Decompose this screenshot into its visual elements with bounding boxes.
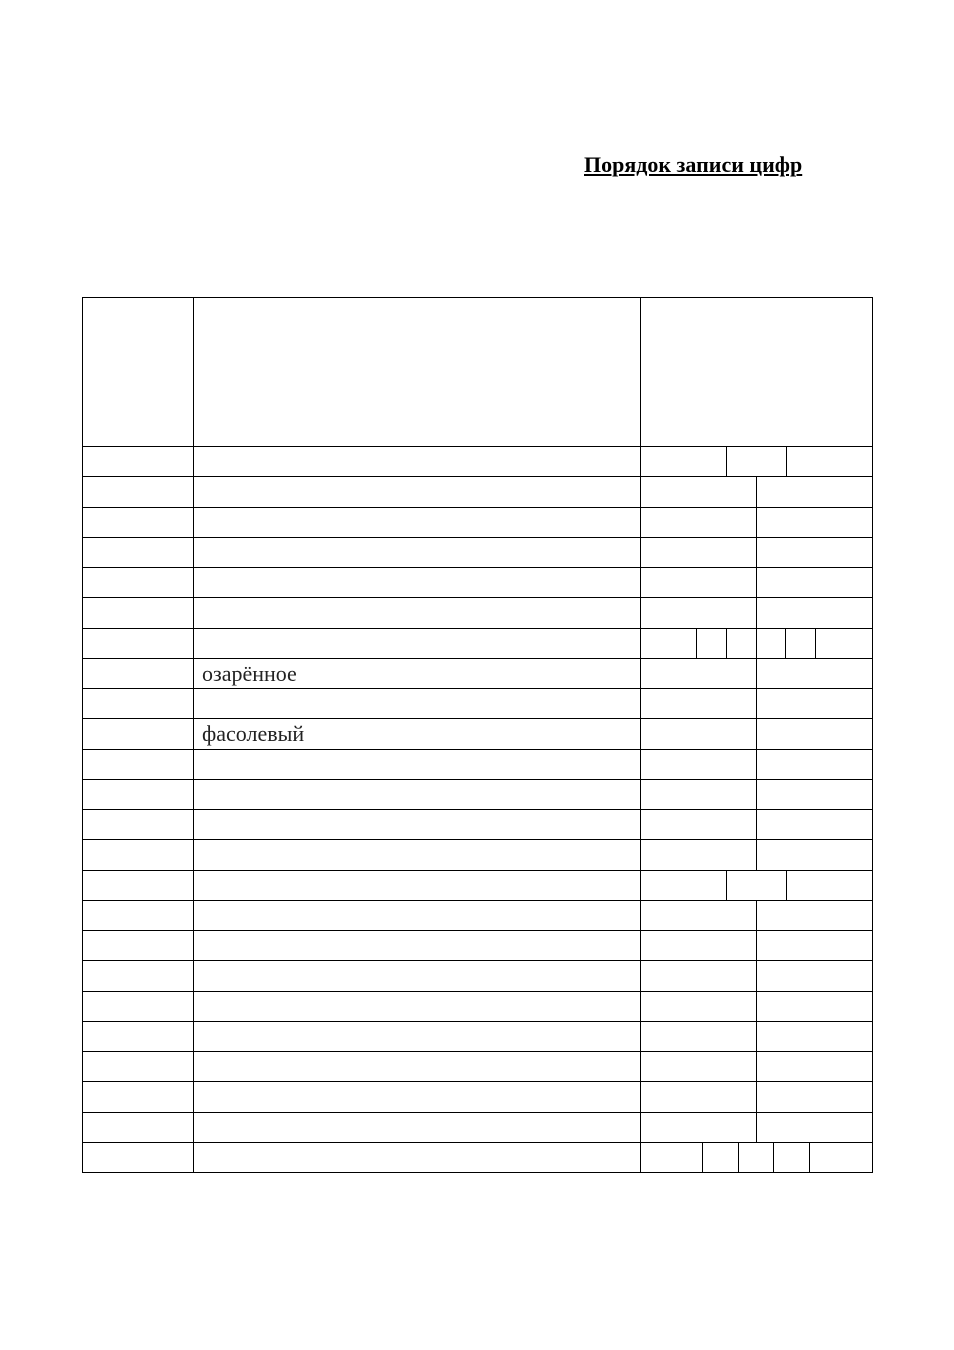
digit-subcell	[757, 1022, 873, 1051]
digit-subcell	[757, 689, 873, 718]
digit-cells	[641, 871, 873, 900]
digit-subcell	[757, 568, 873, 597]
word-cell	[194, 840, 641, 869]
digit-subcell	[641, 1113, 757, 1142]
number-cell	[83, 1143, 194, 1172]
digit-subcell	[641, 992, 757, 1021]
digit-cells	[641, 961, 873, 990]
digit-subcell	[757, 659, 873, 688]
digit-cells	[641, 810, 873, 839]
digit-subcell	[757, 1113, 873, 1142]
digit-subcell	[757, 901, 873, 930]
digit-subcell	[757, 750, 873, 779]
word-text: фасолевый	[202, 721, 305, 747]
number-cell	[83, 1113, 194, 1142]
digit-subcell	[641, 659, 757, 688]
digit-subcell	[641, 750, 757, 779]
table-row	[83, 1022, 873, 1052]
digit-cells	[641, 1022, 873, 1051]
table-row	[83, 750, 873, 780]
digit-subcell	[641, 598, 757, 627]
number-cell	[83, 1022, 194, 1051]
table-row	[83, 1143, 873, 1173]
table-row	[83, 901, 873, 931]
number-cell	[83, 568, 194, 597]
word-cell	[194, 447, 641, 476]
word-cell	[194, 810, 641, 839]
table-row	[83, 810, 873, 840]
word-cell	[194, 689, 641, 718]
digit-cells	[641, 750, 873, 779]
digit-cells	[641, 1052, 873, 1081]
number-cell	[83, 750, 194, 779]
digit-cells	[641, 538, 873, 567]
number-cell	[83, 780, 194, 809]
digit-subcell	[727, 629, 757, 658]
digit-subcell	[757, 629, 787, 658]
digit-cells	[641, 719, 873, 748]
digit-subcell	[757, 1052, 873, 1081]
digit-subcell	[703, 1143, 739, 1172]
number-cell	[83, 871, 194, 900]
header-cell-digits	[641, 298, 873, 446]
number-cell	[83, 477, 194, 506]
table-row	[83, 477, 873, 507]
digit-subcell	[641, 447, 727, 476]
digit-subcell	[787, 871, 872, 900]
digit-subcell	[774, 1143, 810, 1172]
word-cell	[194, 750, 641, 779]
digit-cells	[641, 1113, 873, 1142]
word-cell	[194, 871, 641, 900]
digit-subcell	[757, 598, 873, 627]
page-title: Порядок записи цифр	[584, 152, 803, 177]
digit-cells	[641, 992, 873, 1021]
word-cell	[194, 961, 641, 990]
word-cell	[194, 1022, 641, 1051]
digit-subcell	[757, 992, 873, 1021]
digit-subcell	[757, 508, 873, 537]
word-cell	[194, 901, 641, 930]
number-cell	[83, 992, 194, 1021]
digit-subcell	[641, 1143, 703, 1172]
table-row	[83, 538, 873, 568]
word-cell	[194, 598, 641, 627]
digit-subcell	[727, 871, 788, 900]
number-cell	[83, 901, 194, 930]
digit-subcell	[757, 810, 873, 839]
digit-subcell	[757, 961, 873, 990]
table-row	[83, 931, 873, 961]
digit-subcell	[757, 931, 873, 960]
number-cell	[83, 719, 194, 748]
table-row	[83, 871, 873, 901]
digit-cells	[641, 689, 873, 718]
table-row	[83, 961, 873, 991]
word-cell	[194, 1113, 641, 1142]
digit-subcell	[641, 840, 757, 869]
table-row	[83, 598, 873, 628]
digit-cells	[641, 1082, 873, 1111]
table-row	[83, 629, 873, 659]
digit-subcell	[727, 447, 788, 476]
digit-subcell	[641, 1022, 757, 1051]
digit-subcell	[641, 538, 757, 567]
digit-subcell	[641, 961, 757, 990]
digit-subcell	[641, 719, 757, 748]
word-text: озарённое	[202, 660, 297, 686]
digit-subcell	[641, 810, 757, 839]
digit-subcell	[641, 477, 757, 506]
table-row	[83, 447, 873, 477]
word-cell	[194, 477, 641, 506]
number-cell	[83, 931, 194, 960]
digit-cells	[641, 1143, 873, 1172]
digit-order-table	[82, 297, 873, 1173]
digit-subcell	[816, 629, 872, 658]
word-cell	[194, 1052, 641, 1081]
digit-cells	[641, 598, 873, 627]
header-cell-word	[194, 298, 641, 446]
digit-subcell	[641, 780, 757, 809]
table-row	[83, 659, 873, 689]
digit-subcell	[641, 1082, 757, 1111]
word-cell	[194, 538, 641, 567]
word-cell	[194, 719, 641, 748]
digit-cells	[641, 901, 873, 930]
table-row	[83, 1113, 873, 1143]
number-cell	[83, 538, 194, 567]
digit-cells	[641, 477, 873, 506]
number-cell	[83, 629, 194, 658]
digit-subcell	[739, 1143, 775, 1172]
digit-cells	[641, 447, 873, 476]
digit-subcell	[641, 871, 727, 900]
word-cell	[194, 1143, 641, 1172]
digit-subcell	[810, 1143, 872, 1172]
digit-subcell	[757, 719, 873, 748]
table-row	[83, 689, 873, 719]
table-row	[83, 719, 873, 749]
digit-subcell	[641, 568, 757, 597]
number-cell	[83, 598, 194, 627]
digit-subcell	[641, 689, 757, 718]
word-cell	[194, 992, 641, 1021]
table-header-row	[83, 298, 873, 447]
digit-subcell	[787, 447, 872, 476]
table-row	[83, 1082, 873, 1112]
digit-subcell	[641, 629, 697, 658]
digit-cells	[641, 568, 873, 597]
digit-cells	[641, 931, 873, 960]
number-cell	[83, 1082, 194, 1111]
word-cell	[194, 931, 641, 960]
table-row	[83, 992, 873, 1022]
header-cell-number	[83, 298, 194, 446]
word-cell	[194, 629, 641, 658]
digit-subcell	[641, 901, 757, 930]
number-cell	[83, 659, 194, 688]
table-row	[83, 780, 873, 810]
number-cell	[83, 810, 194, 839]
digit-subcell	[757, 780, 873, 809]
word-cell	[194, 1082, 641, 1111]
digit-subcell	[641, 931, 757, 960]
digit-cells	[641, 840, 873, 869]
number-cell	[83, 840, 194, 869]
digit-subcell	[641, 508, 757, 537]
digit-subcell	[757, 477, 873, 506]
word-cell	[194, 659, 641, 688]
digit-cells	[641, 780, 873, 809]
digit-subcell	[786, 629, 816, 658]
digit-subcell	[757, 538, 873, 567]
number-cell	[83, 961, 194, 990]
number-cell	[83, 1052, 194, 1081]
digit-cells	[641, 508, 873, 537]
word-cell	[194, 568, 641, 597]
table-row	[83, 568, 873, 598]
word-cell	[194, 508, 641, 537]
digit-subcell	[757, 1082, 873, 1111]
digit-subcell	[697, 629, 727, 658]
table-row	[83, 1052, 873, 1082]
table-row	[83, 840, 873, 870]
number-cell	[83, 508, 194, 537]
number-cell	[83, 447, 194, 476]
word-cell	[194, 780, 641, 809]
digit-cells	[641, 629, 873, 658]
table-row	[83, 508, 873, 538]
number-cell	[83, 689, 194, 718]
digit-subcell	[641, 1052, 757, 1081]
digit-cells	[641, 659, 873, 688]
digit-subcell	[757, 840, 873, 869]
